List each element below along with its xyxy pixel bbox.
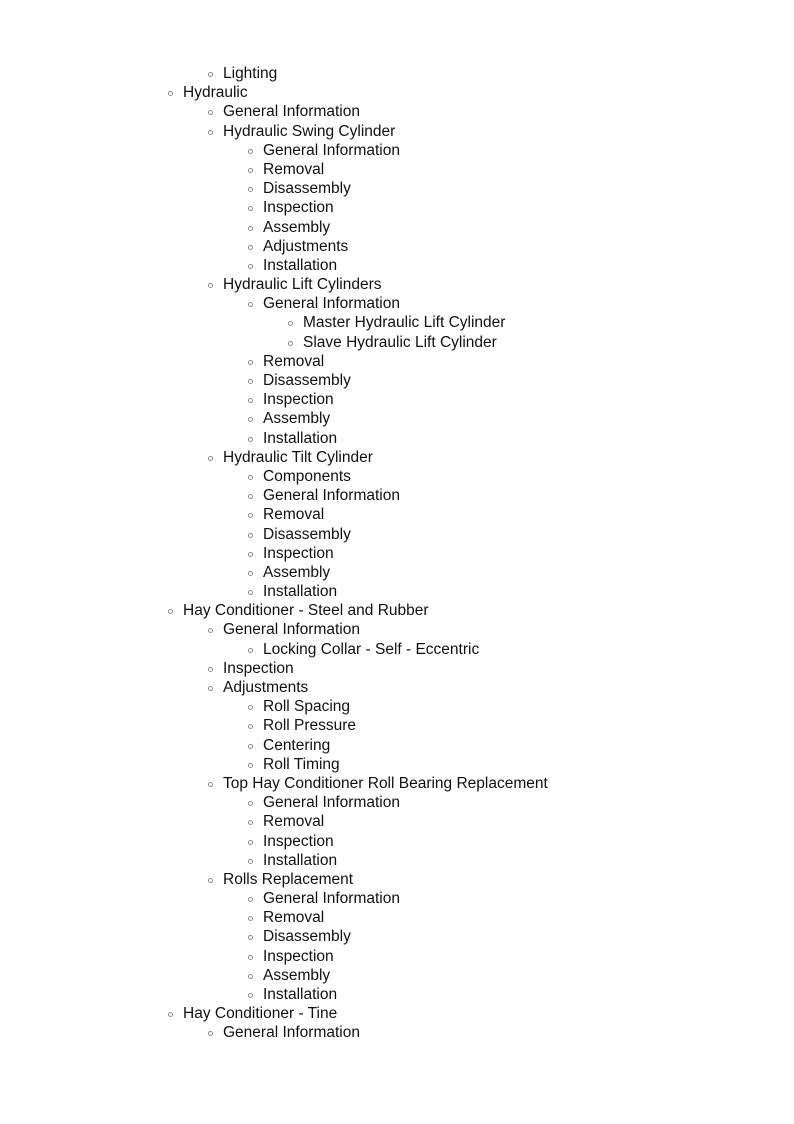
toc-entry[interactable]	[0, 812, 794, 831]
toc-entry[interactable]	[0, 947, 794, 966]
bullet-icon	[248, 705, 253, 710]
toc-entry[interactable]	[0, 486, 794, 505]
toc-entry[interactable]	[0, 1004, 794, 1023]
toc-entry-label: Inspection	[263, 391, 334, 409]
toc-entry-label: Inspection	[263, 947, 334, 965]
toc-entry-label: Installation	[263, 583, 338, 601]
bullet-icon	[248, 226, 253, 231]
toc-entry-label: General Information	[263, 295, 400, 313]
toc-entry-label: General Information	[263, 141, 400, 159]
toc-entry[interactable]	[0, 1023, 794, 1042]
toc-entry-label: General Information	[223, 1024, 360, 1042]
toc-entry-label: Disassembly	[263, 180, 351, 198]
bullet-icon	[248, 206, 253, 211]
toc-entry-label: Removal	[263, 506, 325, 524]
toc-entry-label: Hydraulic Tilt Cylinder	[223, 448, 373, 466]
bullet-icon	[248, 398, 253, 403]
toc-entry[interactable]	[0, 64, 794, 83]
bullet-icon	[208, 686, 213, 691]
toc-entry-label: General Information	[263, 890, 400, 908]
bullet-icon	[248, 916, 253, 921]
toc-entry[interactable]	[0, 409, 794, 428]
bullet-icon	[288, 341, 293, 346]
bullet-icon	[248, 648, 253, 653]
toc-entry[interactable]	[0, 352, 794, 371]
bullet-icon	[248, 264, 253, 269]
bullet-icon	[208, 1031, 213, 1036]
toc-entry[interactable]	[0, 601, 794, 620]
bullet-icon	[248, 571, 253, 576]
toc-entry-label: General Information	[223, 621, 360, 639]
bullet-icon	[208, 110, 213, 115]
bullet-icon	[248, 360, 253, 365]
bullet-icon	[168, 609, 173, 614]
toc-entry[interactable]	[0, 736, 794, 755]
bullet-icon	[248, 302, 253, 307]
bullet-icon	[248, 744, 253, 749]
toc-entry[interactable]	[0, 755, 794, 774]
toc-entry-label: Disassembly	[263, 525, 351, 543]
toc-entry[interactable]	[0, 870, 794, 889]
toc-entry-label: Centering	[263, 736, 331, 754]
toc-entry-label: General Information	[263, 487, 400, 505]
bullet-icon	[208, 130, 213, 135]
bullet-icon	[208, 72, 213, 77]
toc-entry-label: General Information	[263, 794, 400, 812]
bullet-icon	[168, 1012, 173, 1017]
toc-entry-label: Components	[263, 467, 351, 485]
toc-entry-label: Assembly	[263, 966, 331, 984]
bullet-icon	[248, 379, 253, 384]
bullet-icon	[248, 168, 253, 173]
bullet-icon	[208, 628, 213, 633]
toc-entry-label: Roll Pressure	[263, 717, 357, 735]
bullet-icon	[248, 149, 253, 154]
bullet-icon	[248, 820, 253, 825]
toc-entry-label: Assembly	[263, 410, 331, 428]
toc-entry[interactable]	[0, 160, 794, 179]
toc-entry[interactable]	[0, 985, 794, 1004]
toc-entry[interactable]	[0, 525, 794, 544]
toc-entry[interactable]	[0, 678, 794, 697]
toc-entry[interactable]	[0, 563, 794, 582]
toc-entry-label: Adjustments	[223, 679, 309, 696]
toc-entry-label: Slave Hydraulic Lift Cylinder	[303, 333, 497, 351]
toc-entry-label: Inspection	[263, 544, 334, 562]
toc-entry-label: Adjustments	[263, 237, 349, 255]
toc-entry-label: Hay Conditioner - Tine	[183, 1005, 338, 1023]
toc-entry[interactable]	[0, 275, 794, 294]
toc-entry-label: Removal	[263, 813, 325, 831]
toc-entry-label: Assembly	[263, 218, 331, 236]
toc-entry-label: Roll Spacing	[263, 698, 351, 716]
toc-entry[interactable]	[0, 448, 794, 467]
toc-entry-label: Master Hydraulic Lift Cylinder	[303, 314, 506, 332]
bullet-icon	[248, 533, 253, 538]
toc-entry-label: Installation	[263, 986, 338, 1003]
toc-entry-label: Hydraulic Swing Cylinder	[223, 122, 396, 140]
toc-entry-label: Hydraulic	[183, 84, 248, 102]
toc-entry-label: Disassembly	[263, 928, 351, 946]
toc-entry[interactable]	[0, 832, 794, 851]
toc-entry[interactable]	[0, 237, 794, 256]
toc-entry[interactable]	[0, 716, 794, 735]
bullet-icon	[248, 974, 253, 979]
table-of-contents	[0, 64, 794, 1043]
toc-entry-label: Removal	[263, 160, 325, 178]
toc-entry[interactable]	[0, 371, 794, 390]
toc-entry[interactable]	[0, 697, 794, 716]
toc-entry-label: Installation	[263, 851, 338, 869]
toc-entry-label: Inspection	[223, 659, 294, 677]
toc-entry[interactable]	[0, 640, 794, 659]
toc-entry[interactable]	[0, 122, 794, 141]
toc-entry-label: Locking Collar - Self - Eccentric	[263, 640, 480, 658]
toc-entry-label: Removal	[263, 352, 325, 370]
toc-entry[interactable]	[0, 429, 794, 448]
bullet-icon	[208, 667, 213, 672]
bullet-icon	[248, 187, 253, 192]
toc-entry-label: Disassembly	[263, 372, 351, 389]
bullet-icon	[248, 897, 253, 902]
bullet-icon	[248, 801, 253, 806]
toc-entry[interactable]	[0, 889, 794, 908]
toc-entry[interactable]	[0, 774, 794, 793]
bullet-icon	[248, 993, 253, 998]
toc-entry[interactable]	[0, 218, 794, 237]
bullet-icon	[248, 552, 253, 557]
bullet-icon	[208, 878, 213, 883]
bullet-icon	[248, 245, 253, 250]
toc-entry-label: Rolls Replacement	[223, 870, 354, 888]
toc-entry-label: Inspection	[263, 199, 334, 217]
bullet-icon	[248, 437, 253, 442]
bullet-icon	[248, 955, 253, 960]
bullet-icon	[248, 763, 253, 768]
toc-entry-label: Hydraulic Lift Cylinders	[223, 276, 382, 294]
toc-entry[interactable]	[0, 544, 794, 563]
bullet-icon	[248, 840, 253, 845]
toc-entry[interactable]	[0, 390, 794, 409]
toc-entry[interactable]	[0, 294, 794, 313]
toc-entry-label: Assembly	[263, 563, 331, 581]
toc-entry-label: Inspection	[263, 832, 334, 850]
toc-entry[interactable]	[0, 83, 794, 102]
toc-entry-label: Hay Conditioner - Steel and Rubber	[183, 602, 429, 620]
bullet-icon	[248, 513, 253, 518]
toc-entry-label: Roll Timing	[263, 755, 340, 773]
toc-entry[interactable]	[0, 313, 794, 332]
toc-entry[interactable]	[0, 620, 794, 639]
toc-entry[interactable]	[0, 198, 794, 217]
toc-entry[interactable]	[0, 908, 794, 927]
toc-entry-label: General Information	[223, 103, 360, 121]
bullet-icon	[288, 321, 293, 326]
bullet-icon	[208, 782, 213, 787]
toc-entry[interactable]	[0, 966, 794, 985]
toc-entry-label: Installation	[263, 429, 338, 447]
toc-entry-label: Installation	[263, 256, 338, 274]
toc-entry[interactable]	[0, 793, 794, 812]
toc-entry[interactable]	[0, 927, 794, 946]
bullet-icon	[248, 935, 253, 940]
bullet-icon	[248, 417, 253, 422]
toc-entry[interactable]	[0, 102, 794, 121]
toc-entry-label: Removal	[263, 909, 325, 927]
toc-entry[interactable]	[0, 179, 794, 198]
toc-entry[interactable]	[0, 659, 794, 678]
toc-entry[interactable]	[0, 256, 794, 275]
bullet-icon	[248, 590, 253, 595]
bullet-icon	[248, 494, 253, 499]
bullet-icon	[208, 283, 213, 288]
bullet-icon	[208, 456, 213, 461]
toc-entry[interactable]	[0, 141, 794, 160]
toc-entry-label: Top Hay Conditioner Roll Bearing Replacement	[223, 774, 548, 792]
bullet-icon	[248, 475, 253, 480]
toc-entry[interactable]	[0, 467, 794, 486]
toc-entry[interactable]	[0, 851, 794, 870]
toc-entry[interactable]	[0, 505, 794, 524]
toc-entry-label: Lighting	[223, 65, 278, 82]
bullet-icon	[248, 724, 253, 729]
bullet-icon	[168, 91, 173, 96]
toc-entry[interactable]	[0, 582, 794, 601]
bullet-icon	[248, 859, 253, 864]
toc-entry[interactable]	[0, 333, 794, 352]
